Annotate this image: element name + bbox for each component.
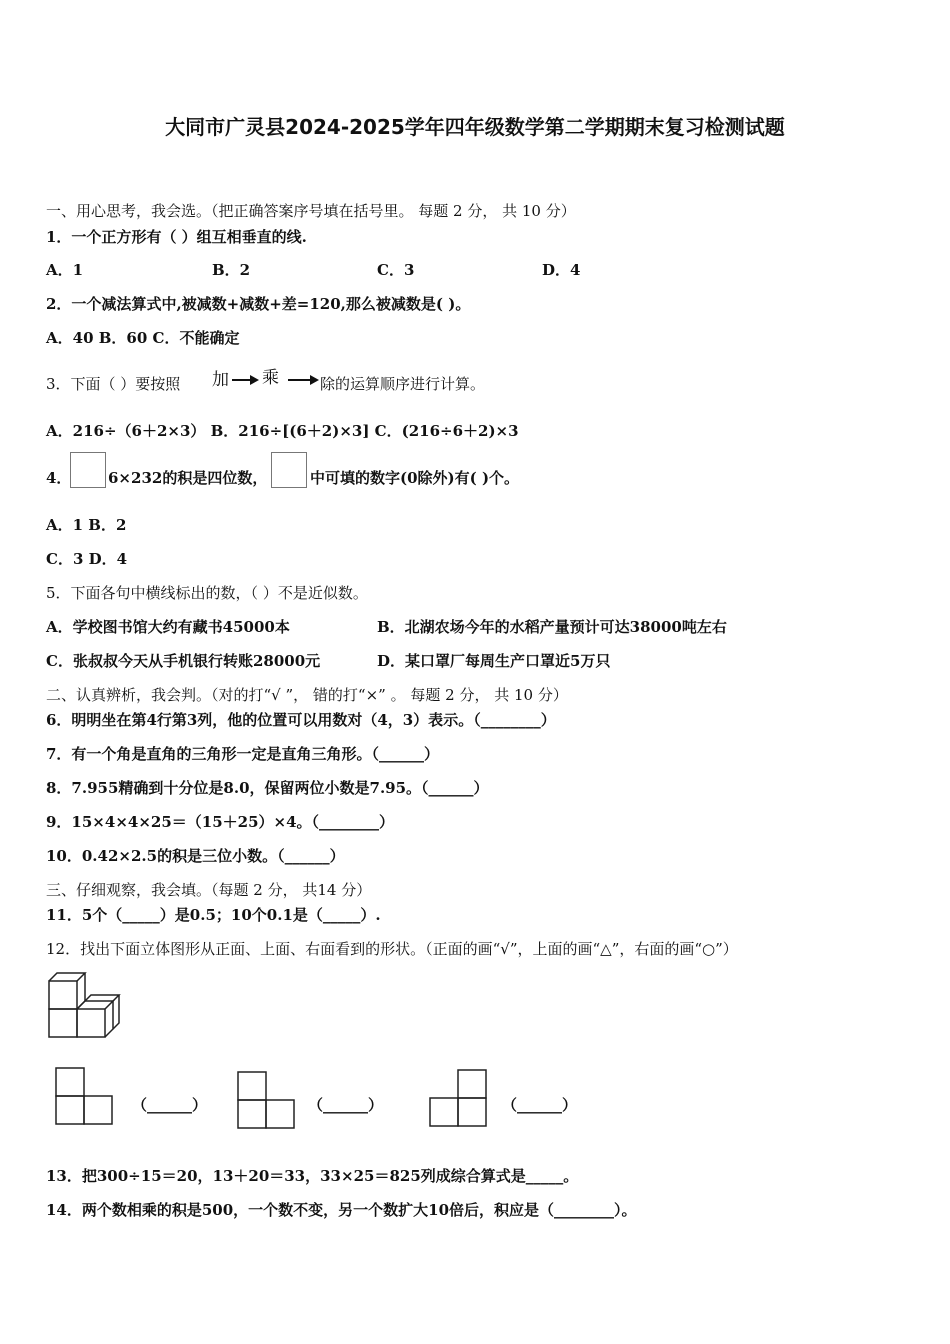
page-title: 大同市广灵县2024-2025学年四年级数学第二学期期末复习检测试题 — [165, 115, 785, 139]
question-3-prefix: 3．下面（ ）要按照 — [46, 375, 181, 393]
q1-option-a: A．1 — [46, 261, 84, 279]
q1-option-c: C．3 — [377, 261, 415, 279]
arrow-right-icon — [230, 370, 260, 390]
q1-option-b: B．2 — [212, 261, 251, 279]
cube-stack-figure — [46, 970, 122, 1042]
question-10: 10．0.42×2.5的积是三位小数。（______） — [46, 847, 345, 865]
question-11: 11．5个（_____）是0.5；10个0.1是（_____）. — [46, 906, 381, 924]
q12-blank-1[interactable]: （______） — [132, 1096, 208, 1114]
answer-box — [70, 452, 106, 488]
question-9: 9．15×4×4×25＝（15＋25）×4。（________） — [46, 813, 395, 831]
question-6: 6．明明坐在第4行第3列，他的位置可以用数对（4，3）表示。（________） — [46, 711, 556, 729]
question-3-suffix: 除的运算顺序进行计算。 — [320, 375, 486, 393]
question-13: 13．把300÷15＝20，13＋20＝33，33×25＝825列成综合算式是_____。 — [46, 1167, 579, 1185]
q12-blank-2[interactable]: （______） — [308, 1096, 384, 1114]
answer-box — [271, 452, 307, 488]
question-12: 12．找出下面立体图形从正面、上面、右面看到的形状。（正面的画“√”，上面的画“△”，右面的画“○”） — [46, 940, 738, 958]
q1-option-d: D．4 — [542, 261, 581, 279]
section-1-heading: 一、用心思考，我会选。（把正确答案序号填在括号里。 每题 2 分， 共 10 分） — [46, 202, 576, 220]
q5-option-c: C．张叔叔今天从手机银行转账28000元 — [46, 652, 321, 670]
view-shape-1 — [54, 1066, 114, 1126]
question-4-number: 4． — [46, 469, 72, 487]
question-2: 2．一个减法算式中,被减数+减数+差=120,那么被减数是( )。 — [46, 295, 471, 313]
q4-options-row2: C．3 D．4 — [46, 550, 128, 568]
question-8: 8．7.955精确到十分位是8.0，保留两位小数是7.95。（______） — [46, 779, 489, 797]
q3-word-multiply: 乘 — [262, 368, 279, 388]
question-4-suffix: 中可填的数字(0除外)有( )个。 — [310, 469, 520, 487]
section-3-heading: 三、仔细观察，我会填。（每题 2 分， 共14 分） — [46, 881, 372, 899]
q5-option-a: A．学校图书馆大约有藏书45000本 — [46, 618, 290, 636]
question-1: 1．一个正方形有（ ）组互相垂直的线. — [46, 228, 307, 246]
question-4-mid: 6×232的积是四位数， — [108, 469, 268, 487]
q4-options-row1: A．1 B．2 — [46, 516, 127, 534]
q12-blank-3[interactable]: （______） — [502, 1096, 578, 1114]
q5-option-d: D．某口罩厂每周生产口罩近5万只 — [377, 652, 611, 670]
question-7: 7．有一个角是直角的三角形一定是直角三角形。（______） — [46, 745, 439, 763]
q5-option-b: B．北湖农场今年的水稻产量预计可达38000吨左右 — [377, 618, 727, 636]
question-5: 5．下面各句中横线标出的数，（ ）不是近似数。 — [46, 584, 368, 602]
question-14: 14．两个数相乘的积是500，一个数不变，另一个数扩大10倍后，积应是（________）。 — [46, 1201, 637, 1219]
view-shape-3 — [428, 1068, 488, 1130]
section-2-heading: 二、认真辨析，我会判。（对的打“√ ”， 错的打“×” 。 每题 2 分， 共 10 分） — [46, 686, 568, 704]
q3-word-add: 加 — [212, 370, 229, 390]
arrow-right-icon — [286, 370, 320, 390]
q2-options: A．40 B．60 C．不能确定 — [46, 329, 240, 347]
q3-options: A．216÷（6＋2×3） B．216÷[(6＋2)×3] C．(216÷6＋2)×3 — [46, 422, 519, 440]
view-shape-2 — [236, 1070, 296, 1132]
